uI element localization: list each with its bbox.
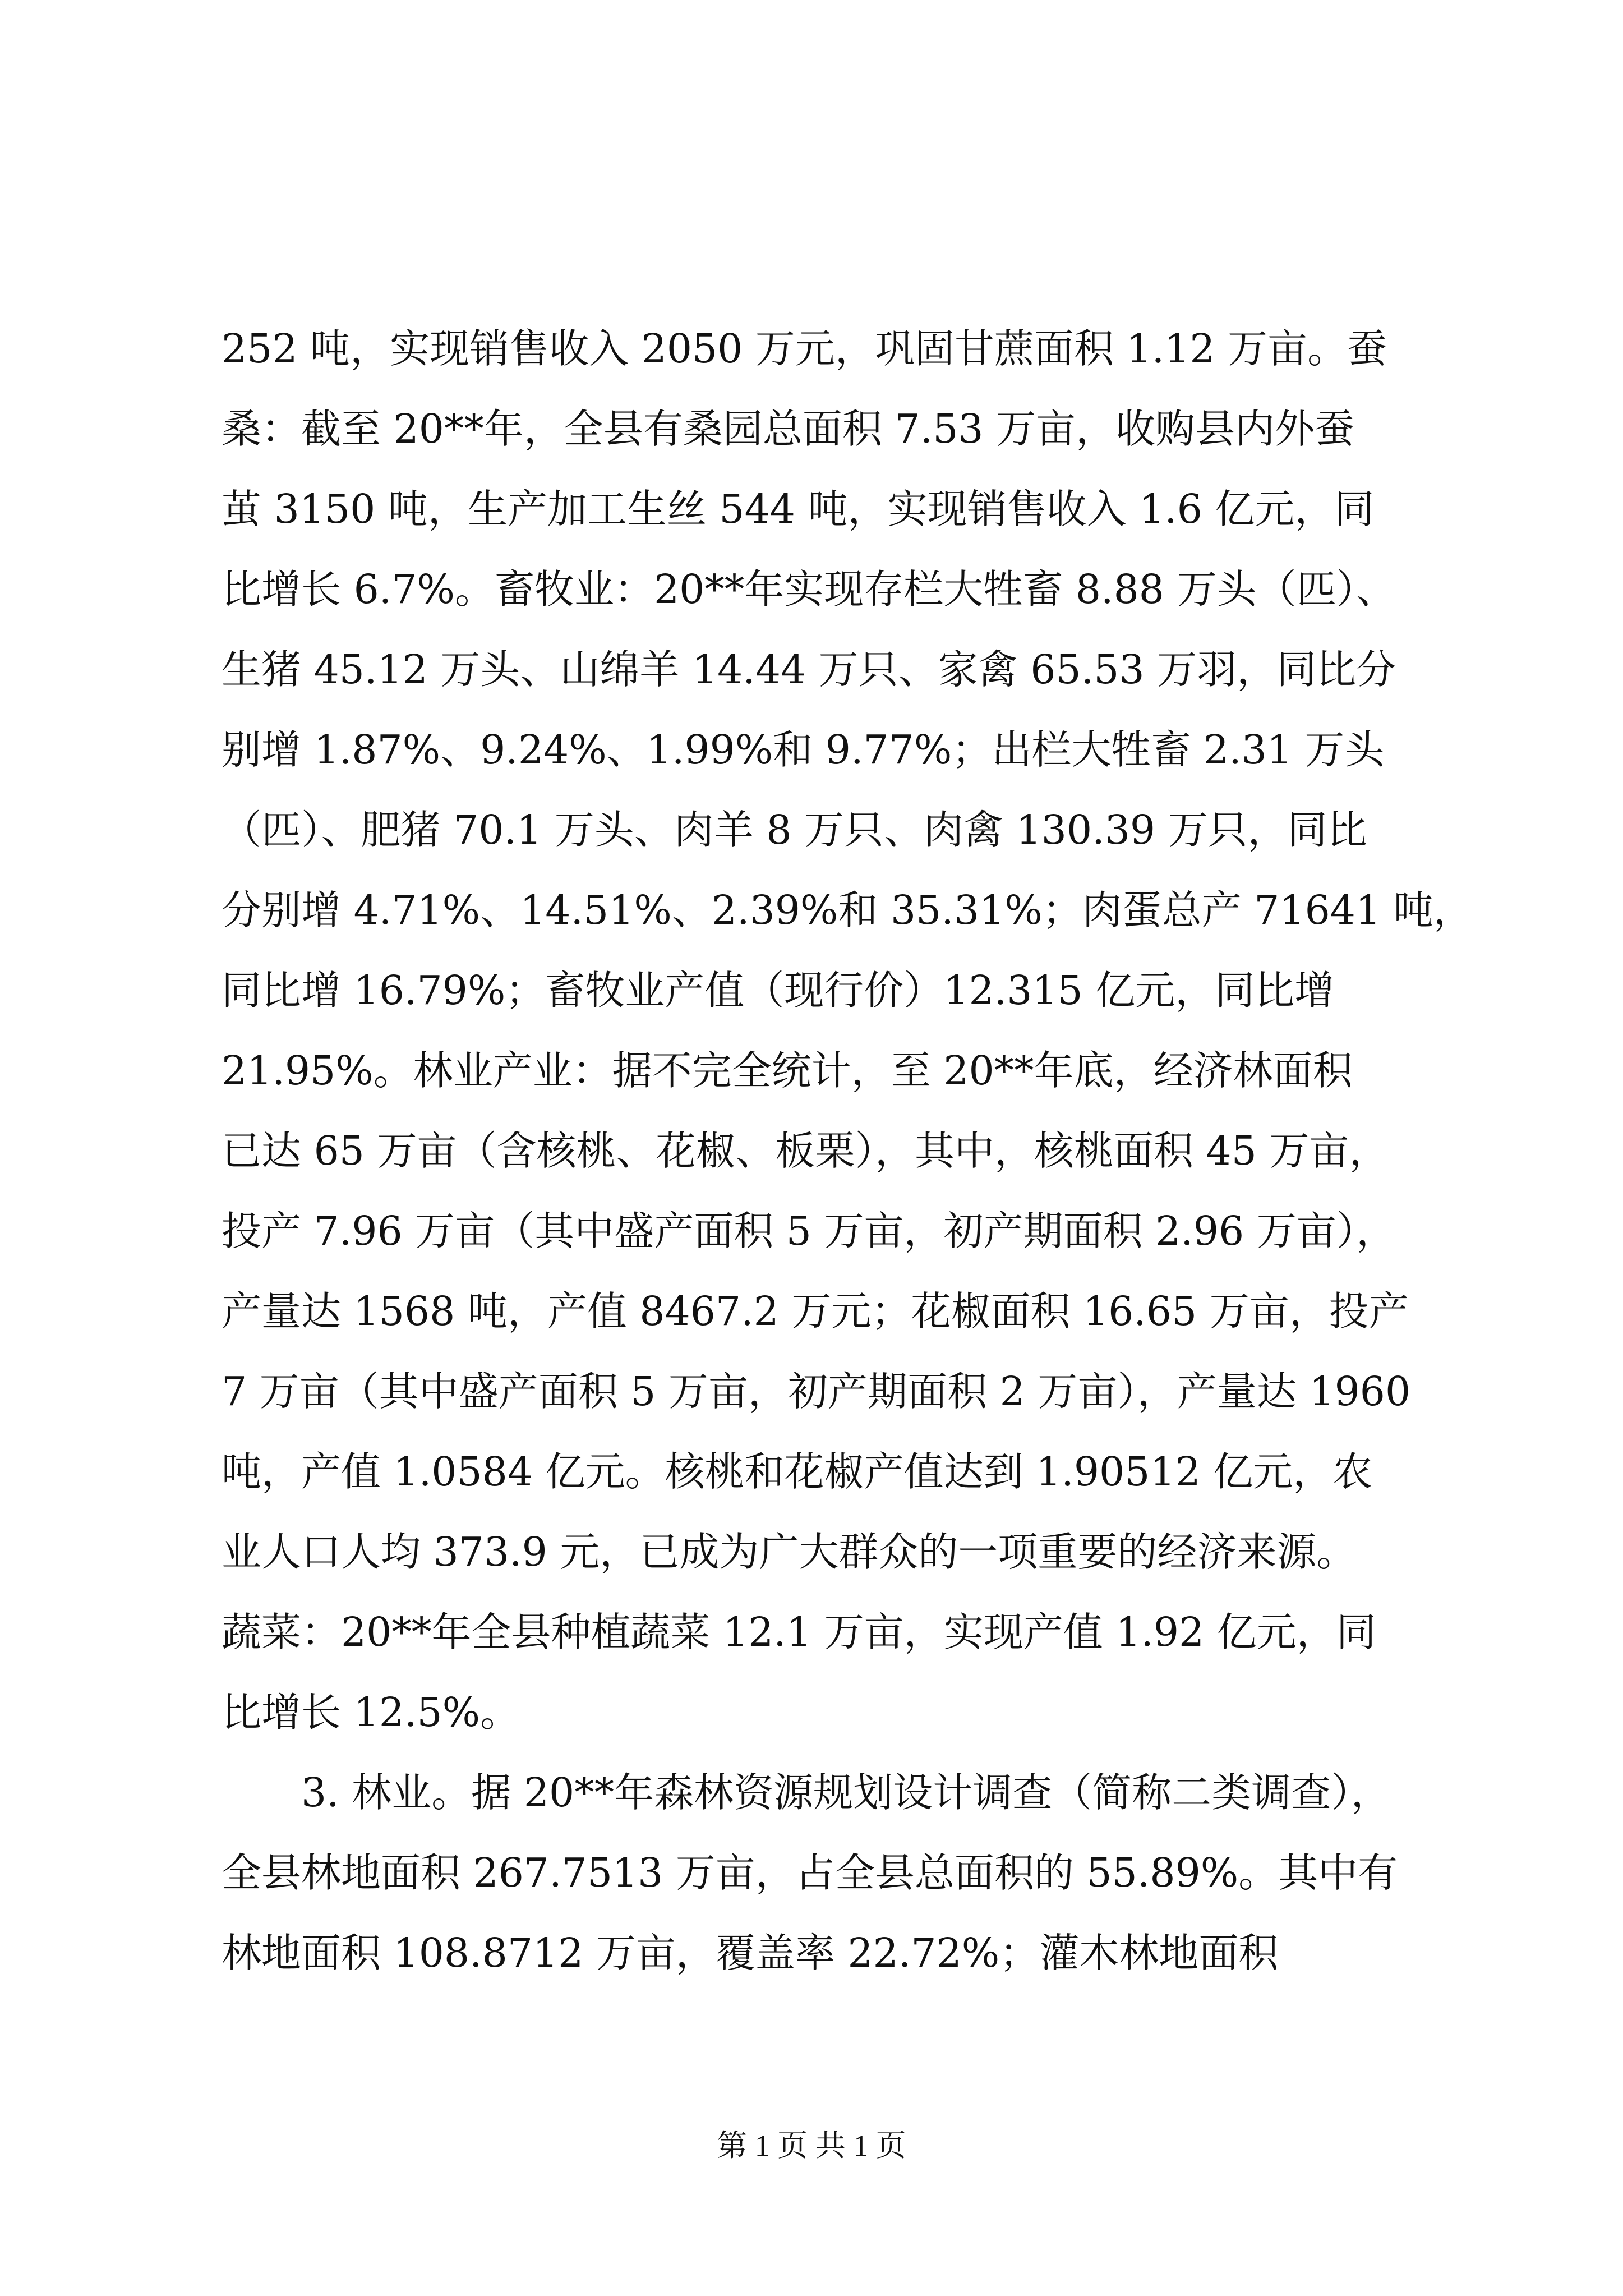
text-line: 业人口人均 373.9 元，已成为广大群众的一项重要的经济来源。 xyxy=(222,1529,1357,1575)
text-line: 产量达 1568 吨，产值 8467.2 万元；花椒面积 16.65 万亩，投产 xyxy=(222,1288,1409,1335)
text-line: 林地面积 108.8712 万亩，覆盖率 22.72%；灌木林地面积 xyxy=(222,1930,1279,1976)
page-number-footer: 第 1 页 共 1 页 xyxy=(717,2129,906,2162)
text-line: 投产 7.96 万亩（其中盛产面积 5 万亩，初产期面积 2.96 万亩）， xyxy=(222,1208,1396,1254)
text-line: 7 万亩（其中盛产面积 5 万亩，初产期面积 2 万亩），产量达 1960 xyxy=(222,1368,1411,1415)
text-line: 别增 1.87%、9.24%、1.99%和 9.77%；出栏大牲畜 2.31 万头 xyxy=(222,726,1385,773)
text-line: 吨，产值 1.0584 亿元。核桃和花椒产值达到 1.90512 亿元，农 xyxy=(222,1448,1373,1495)
text-line: 茧 3150 吨，生产加工生丝 544 吨，实现销售收入 1.6 亿元，同 xyxy=(222,486,1375,532)
text-line: 全县林地面积 267.7513 万亩，占全县总面积的 55.89%。其中有 xyxy=(222,1849,1398,1896)
text-line: 已达 65 万亩（含核桃、花椒、板栗），其中，核桃面积 45 万亩， xyxy=(222,1128,1389,1174)
text-line: 3. 林业。据 20**年森林资源规划设计调查（简称二类调查）， xyxy=(222,1769,1391,1816)
text-line: 21.95%。林业产业：据不完全统计，至 20**年底，经济林面积 xyxy=(222,1047,1353,1094)
text-line: 比增长 6.7%。畜牧业：20**年实现存栏大牲畜 8.88 万头（匹）、 xyxy=(222,566,1396,613)
text-line: 蔬菜：20**年全县种植蔬菜 12.1 万亩，实现产值 1.92 亿元，同 xyxy=(222,1609,1376,1655)
text-line: 252 吨，实现销售收入 2050 万元，巩固甘蔗面积 1.12 万亩。蚕 xyxy=(222,325,1387,372)
body-text xyxy=(222,309,1478,1993)
text-line: 分别增 4.71%、14.51%、2.39%和 35.31%；肉蛋总产 71641 吨， xyxy=(222,887,1473,933)
text-line: 同比增 16.79%；畜牧业产值（现行价）12.315 亿元，同比增 xyxy=(222,967,1335,1014)
text-line: 生猪 45.12 万头、山绵羊 14.44 万只、家禽 65.53 万羽，同比分 xyxy=(222,646,1396,693)
text-line: 比增长 12.5%。 xyxy=(222,1689,520,1736)
text-line: （匹）、肥猪 70.1 万头、肉羊 8 万只、肉禽 130.39 万只，同比 xyxy=(222,807,1367,853)
text-line: 桑：截至 20**年，全县有桑园总面积 7.53 万亩，收购县内外蚕 xyxy=(222,406,1355,452)
